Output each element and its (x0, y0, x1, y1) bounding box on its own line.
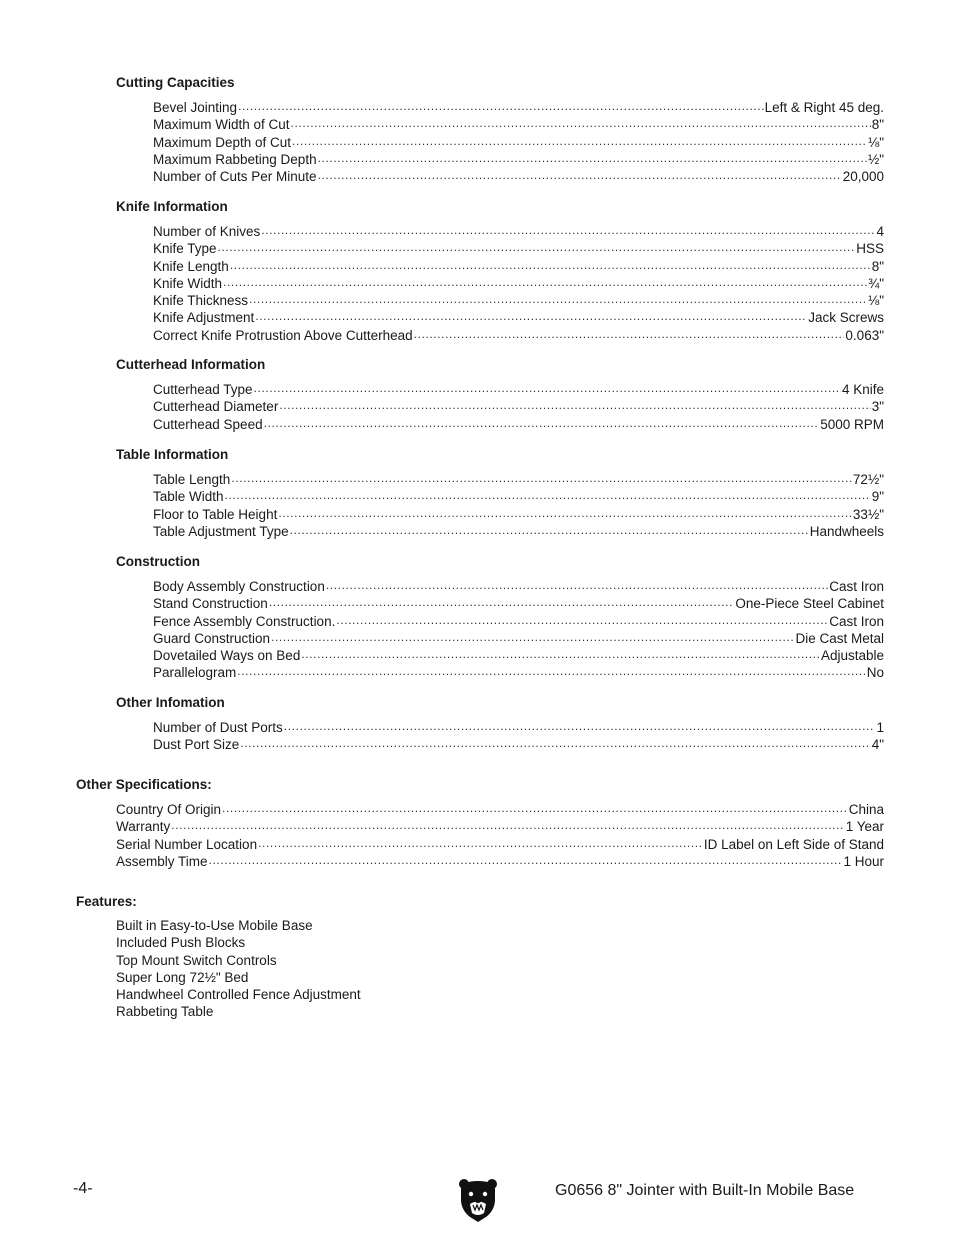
dot-leader (240, 735, 870, 749)
spec-list-construction (153, 577, 884, 681)
page-number: -4- (73, 1180, 93, 1197)
spec-row (116, 835, 884, 852)
spec-row (153, 380, 884, 397)
section-title-other-information: Other Infomation (116, 695, 225, 710)
spec-row (153, 629, 884, 646)
spec-value: No (866, 665, 884, 681)
dot-leader (261, 222, 875, 236)
spec-list-other-information (153, 718, 884, 753)
spec-label: Maximum Rabbeting Depth (153, 151, 317, 167)
feature-item: Handwheel Controlled Fence Adjustment (116, 987, 361, 1003)
feature-item: Included Push Blocks (116, 935, 246, 951)
spec-value: 8" (871, 117, 884, 133)
spec-list-table-information (153, 470, 884, 539)
dot-leader (326, 577, 828, 591)
spec-value: ⅛" (867, 293, 884, 309)
spec-label: Bevel Jointing (153, 100, 238, 115)
spec-label: Dust Port Size (153, 737, 240, 753)
spec-label: Number of Knives (153, 224, 261, 239)
spec-value: 5000 RPM (820, 416, 884, 432)
spec-value: ¾" (867, 275, 884, 291)
spec-row (153, 115, 884, 132)
dot-leader (230, 257, 871, 271)
other-specifications-title: Other Specifications: (76, 777, 212, 792)
spec-value: 9" (871, 489, 884, 505)
dot-leader (290, 522, 809, 536)
spec-label: Cutterhead Diameter (153, 399, 279, 415)
spec-value: HSS (856, 241, 884, 257)
dot-leader (225, 487, 871, 501)
spec-row (153, 470, 884, 487)
spec-label: Warranty (116, 819, 171, 835)
spec-row (153, 326, 884, 343)
spec-row (153, 222, 884, 239)
spec-row (153, 274, 884, 291)
spec-label: Table Length (153, 472, 231, 487)
spec-value: 0.063" (845, 327, 884, 343)
spec-row (153, 487, 884, 504)
spec-value: Jack Screws (808, 310, 884, 326)
dot-leader (278, 505, 852, 519)
dot-leader (279, 397, 870, 411)
spec-row (153, 663, 884, 680)
spec-value: 1 (876, 720, 884, 735)
spec-row (153, 415, 884, 432)
dot-leader (223, 274, 867, 288)
features-list (116, 917, 361, 1021)
spec-value: 1 Hour (843, 853, 884, 869)
footer-manual-title: G0656 8" Jointer with Built-In Mobile Base (555, 1182, 855, 1199)
spec-row (153, 646, 884, 663)
dot-leader (301, 646, 820, 660)
spec-row (153, 239, 884, 256)
spec-row (153, 257, 884, 274)
features-title: Features: (76, 894, 137, 909)
dot-leader (231, 470, 852, 484)
spec-label: Parallelogram (153, 665, 237, 681)
spec-row (153, 594, 884, 611)
dot-leader (171, 817, 844, 831)
dot-leader (284, 718, 876, 732)
spec-label: Knife Type (153, 241, 217, 257)
spec-list-other-specifications (116, 800, 884, 869)
spec-row (153, 98, 884, 115)
spec-value: Left & Right 45 deg. (764, 100, 884, 115)
spec-value: Cast Iron (829, 613, 884, 629)
spec-label: Body Assembly Construction (153, 579, 325, 594)
spec-label: Floor to Table Height (153, 506, 278, 522)
dot-leader (258, 835, 703, 849)
dot-leader (318, 167, 842, 181)
spec-label: Guard Construction (153, 630, 271, 646)
spec-value: 3" (871, 399, 884, 415)
spec-row (153, 522, 884, 539)
section-title-table-information: Table Information (116, 447, 229, 462)
spec-value: 4 (876, 224, 884, 239)
spec-label: Knife Length (153, 258, 229, 274)
spec-label: Dovetailed Ways on Bed (153, 648, 301, 664)
dot-leader (237, 663, 865, 677)
feature-item: Built in Easy-to-Use Mobile Base (116, 918, 313, 933)
section-title-cutterhead-information: Cutterhead Information (116, 357, 266, 372)
dot-leader (318, 150, 867, 164)
spec-label: Knife Adjustment (153, 310, 255, 326)
spec-value: One-Piece Steel Cabinet (735, 596, 884, 612)
dot-leader (269, 594, 735, 608)
spec-label: Cutterhead Type (153, 382, 253, 397)
dot-leader (336, 612, 828, 626)
spec-label: Knife Thickness (153, 293, 249, 309)
spec-value: Die Cast Metal (795, 630, 884, 646)
spec-row (116, 852, 884, 869)
spec-row (153, 308, 884, 325)
spec-list-cutterhead-information (153, 380, 884, 432)
dot-leader (414, 326, 845, 340)
dot-leader (255, 308, 807, 322)
spec-list-cutting-capacities (153, 98, 884, 184)
spec-value: Handwheels (809, 523, 884, 539)
spec-value: Adjustable (820, 648, 884, 664)
spec-value: 20,000 (842, 169, 884, 185)
spec-label: Country Of Origin (116, 802, 222, 817)
spec-row (153, 150, 884, 167)
dot-leader (249, 291, 867, 305)
dot-leader (218, 239, 856, 253)
spec-value: 72½" (852, 472, 884, 487)
section-title-cutting-capacities: Cutting Capacities (116, 75, 235, 90)
spec-row (153, 167, 884, 184)
spec-value: ½" (867, 151, 884, 167)
spec-row (153, 397, 884, 414)
dot-leader (254, 380, 841, 394)
dot-leader (238, 98, 764, 112)
spec-label: Knife Width (153, 275, 223, 291)
spec-row (153, 735, 884, 752)
dot-leader (264, 415, 820, 429)
spec-row (153, 577, 884, 594)
section-title-construction: Construction (116, 554, 200, 569)
spec-label: Serial Number Location (116, 836, 258, 852)
spec-row (153, 291, 884, 308)
bear-head-logo-icon (458, 1177, 498, 1223)
dot-leader (271, 629, 794, 643)
spec-label: Maximum Depth of Cut (153, 134, 292, 150)
spec-label: Correct Knife Protrustion Above Cutterhead (153, 327, 413, 343)
spec-label: Stand Construction (153, 596, 268, 612)
spec-label: Number of Dust Ports (153, 720, 283, 735)
dot-leader (291, 115, 871, 129)
spec-value: 33½" (852, 506, 884, 522)
spec-label: Number of Cuts Per Minute (153, 169, 317, 185)
spec-value: China (848, 802, 884, 817)
dot-leader (222, 800, 848, 814)
spec-value: ⅛" (867, 134, 884, 150)
spec-row (153, 718, 884, 735)
spec-row (153, 505, 884, 522)
feature-item: Super Long 72½" Bed (116, 969, 249, 985)
spec-value: 8" (871, 258, 884, 274)
spec-label: Table Adjustment Type (153, 523, 289, 539)
spec-value: ID Label on Left Side of Stand (703, 836, 884, 852)
spec-label: Fence Assembly Construction. (153, 613, 336, 629)
dot-leader (292, 133, 867, 147)
dot-leader (209, 852, 843, 866)
feature-item: Rabbeting Table (116, 1004, 214, 1020)
feature-item: Top Mount Switch Controls (116, 952, 277, 968)
spec-row (116, 817, 884, 834)
section-title-knife-information: Knife Information (116, 199, 228, 214)
spec-row (116, 800, 884, 817)
spec-value: Cast Iron (829, 579, 884, 594)
spec-row (153, 612, 884, 629)
spec-value: 4 Knife (841, 382, 884, 397)
spec-label: Maximum Width of Cut (153, 117, 290, 133)
spec-value: 4" (871, 737, 884, 753)
spec-label: Table Width (153, 489, 224, 505)
spec-list-knife-information (153, 222, 884, 343)
spec-row (153, 133, 884, 150)
spec-value: 1 Year (845, 819, 884, 835)
spec-label: Assembly Time (116, 853, 208, 869)
spec-label: Cutterhead Speed (153, 416, 263, 432)
